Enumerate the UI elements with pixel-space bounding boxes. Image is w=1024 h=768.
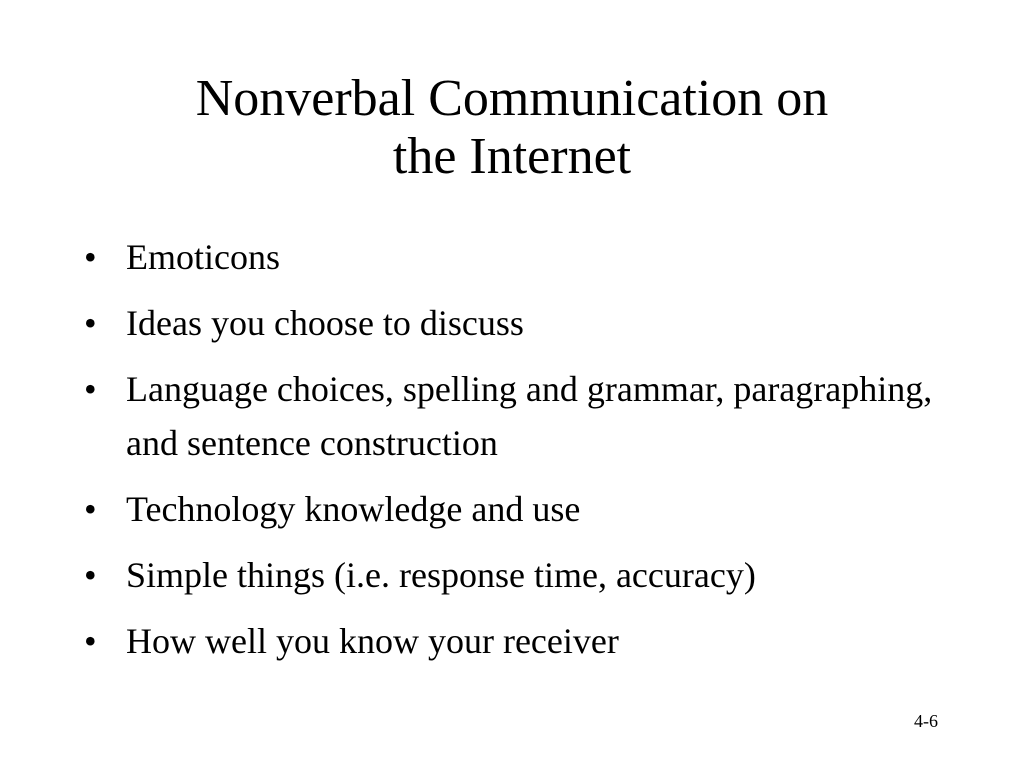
page-number: 4-6 [914, 711, 938, 731]
bullet-list [84, 230, 974, 680]
bullet-dot-icon: • [84, 621, 97, 661]
slide-title-line-2: the Internet [392, 128, 632, 185]
bullet-text: Technology knowledge and use [126, 489, 581, 529]
bullet-item-simple-things [84, 548, 974, 602]
bullet-dot-icon: • [84, 303, 97, 343]
bullet-item-receiver [84, 614, 974, 668]
bullet-dot-icon: • [84, 369, 97, 409]
bullet-text: Emoticons [126, 237, 280, 277]
bullet-text: Language choices, spelling and grammar, paragraphing, and sentence construction [126, 369, 933, 463]
bullet-text: How well you know your receiver [126, 621, 619, 661]
slide-title [60, 70, 964, 186]
slide-title-line-1: Nonverbal Communication on [195, 70, 829, 127]
bullet-dot-icon: • [84, 237, 97, 277]
bullet-text: Ideas you choose to discuss [126, 303, 524, 343]
bullet-item-ideas [84, 296, 974, 350]
bullet-item-emoticons [84, 230, 974, 284]
bullet-item-language-choices [84, 362, 974, 470]
bullet-dot-icon: • [84, 555, 97, 595]
bullet-text: Simple things (i.e. response time, accuracy) [126, 555, 756, 595]
bullet-dot-icon: • [84, 489, 97, 529]
bullet-item-technology [84, 482, 974, 536]
